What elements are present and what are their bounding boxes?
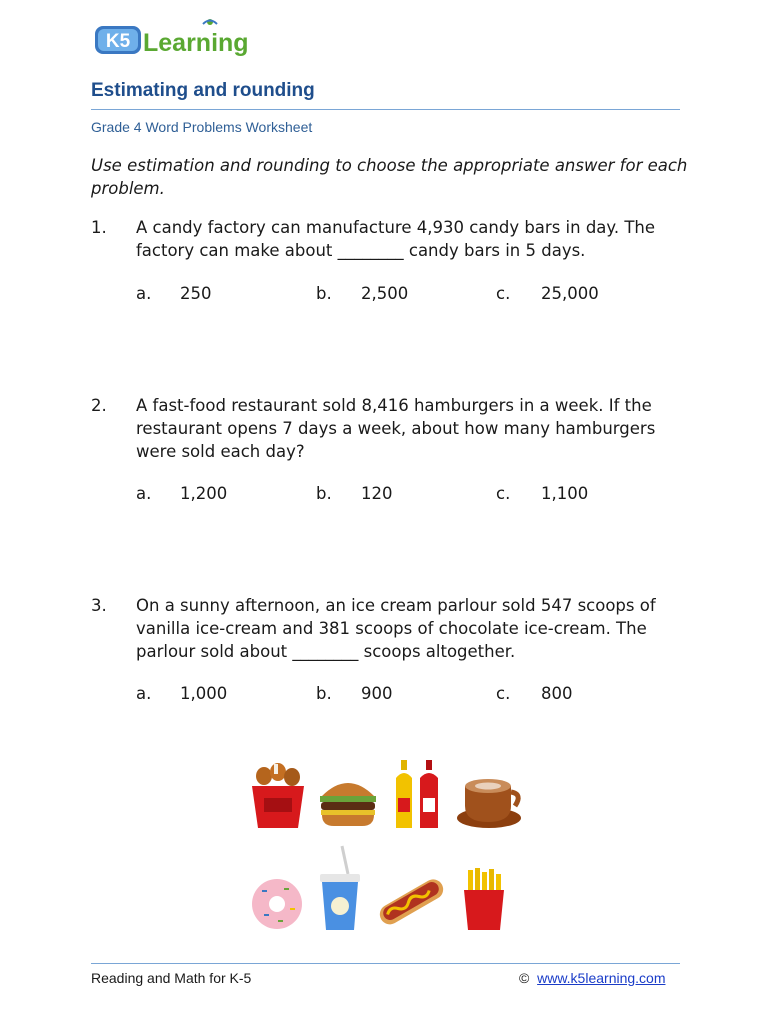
option-letter-c: c. (496, 284, 511, 303)
problem-number: 1. (91, 218, 107, 237)
option-value-c: 800 (541, 684, 573, 703)
website-link[interactable]: www.k5learning.com (537, 970, 666, 986)
problem-text: On a sunny afternoon, an ice cream parlour sold 547 scoops of vanilla ice-cream and 381 scoops of chocolate ice-cream. The parlour sold about ________ scoops altogether. (136, 596, 656, 661)
instructions: Use estimation and rounding to choose the appropriate answer for each problem. (91, 156, 688, 198)
option-value-b: 2,500 (361, 284, 409, 303)
option-letter-c: c. (496, 484, 511, 503)
footer-divider (91, 963, 680, 964)
option-letter-a: a. (136, 284, 152, 303)
coffee-cup-icon (455, 772, 525, 834)
svg-text:Learning: Learning (143, 29, 249, 57)
worksheet-title: Estimating and rounding (91, 80, 315, 101)
option-value-a: 250 (180, 284, 212, 303)
hotdog-icon (374, 868, 448, 938)
soda-cup-icon (318, 844, 362, 936)
option-value-b: 120 (361, 484, 393, 503)
option-value-a: 1,200 (180, 484, 228, 503)
option-letter-b: b. (316, 484, 332, 503)
option-value-a: 1,000 (180, 684, 228, 703)
problem-text: A fast-food restaurant sold 8,416 hamburgers in a week. If the restaurant opens 7 days a week, about how many hamburgers were sold each day? (136, 396, 656, 461)
option-letter-a: a. (136, 684, 152, 703)
condiment-bottles-icon (392, 758, 442, 834)
option-value-c: 1,100 (541, 484, 589, 503)
worksheet-subtitle: Grade 4 Word Problems Worksheet (91, 119, 313, 135)
option-letter-b: b. (316, 684, 332, 703)
header-divider (91, 109, 680, 110)
chicken-bucket-icon (250, 762, 306, 834)
problem-number: 2. (91, 396, 107, 415)
donut-icon (250, 874, 304, 936)
problem-text: A candy factory can manufacture 4,930 candy bars in day. The factory can make about ________ candy bars in 5 days. (136, 218, 656, 260)
option-letter-c: c. (496, 684, 511, 703)
copyright-symbol: © (519, 970, 530, 986)
footer-tagline: Reading and Math for K-5 (91, 970, 252, 986)
fries-icon (460, 866, 508, 936)
footer-copyright (519, 970, 666, 986)
option-value-c: 25,000 (541, 284, 599, 303)
option-letter-a: a. (136, 484, 152, 503)
option-value-b: 900 (361, 684, 393, 703)
problem-number: 3. (91, 596, 107, 615)
svg-text:K5: K5 (105, 31, 131, 52)
k5-learning-logo (93, 14, 263, 62)
option-letter-b: b. (316, 284, 332, 303)
burger-icon (318, 776, 378, 832)
